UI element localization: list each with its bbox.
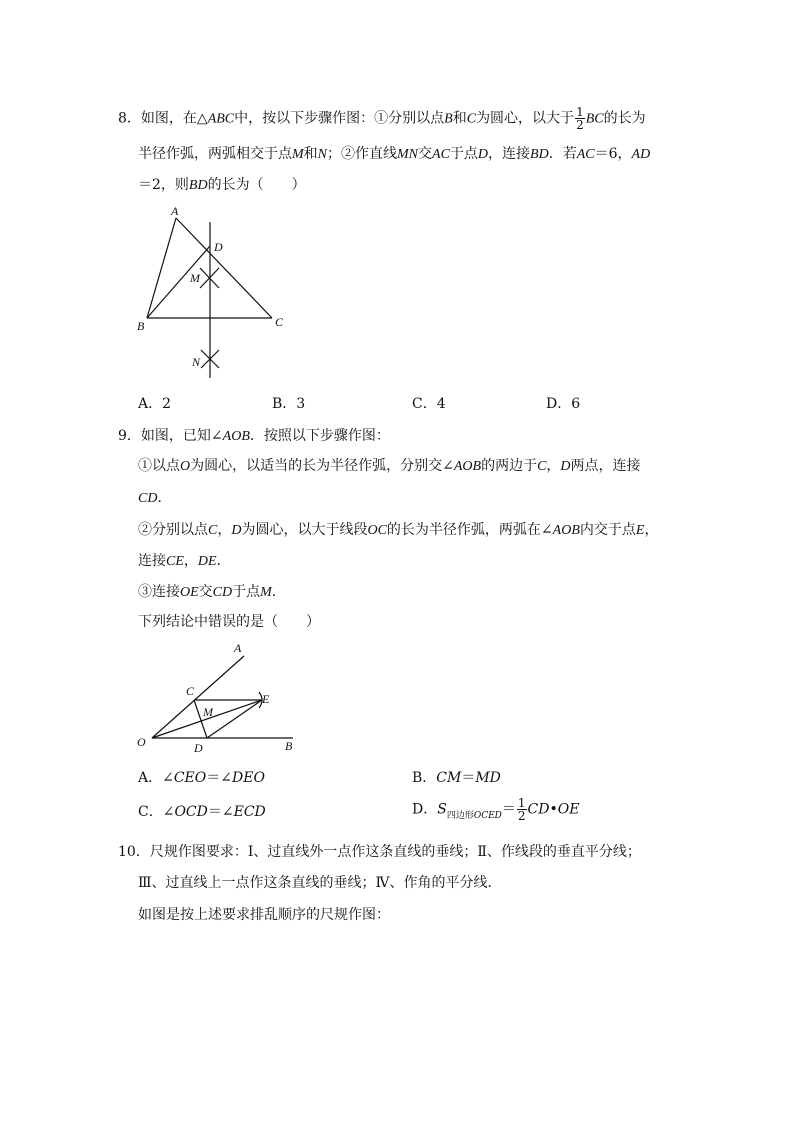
q10-line2: Ⅲ、过直线上一点作这条直线的垂线；Ⅳ、作角的平分线． — [138, 875, 502, 891]
fraction-half: $\frac{1}{2}$ — [576, 105, 584, 132]
q9-seg-CD — [194, 700, 207, 738]
q9-option-d[interactable]: D．$S_{四边形OCED}=$ $\frac{1}{2}$ CD•OE — [412, 796, 580, 823]
q9-ray-OA — [152, 656, 244, 738]
q8-label-B: B — [137, 319, 145, 333]
q10-line1: 10．尺规作图要求：Ⅰ、过直线外一点作这条直线的垂线；Ⅱ、作线段的垂直平分线； — [118, 844, 641, 860]
q8-label-N: N — [192, 355, 201, 369]
q8-line1: 8．如图，在△ABC中，按以下步骤作图：①分别以点B和C为圆心，以大于 $\frac{1}{2}$ BC的长为 — [118, 105, 646, 132]
q8-option-d[interactable]: D．6 — [546, 396, 581, 412]
q9-label-O: O — [137, 735, 146, 749]
q8-arc-M — [200, 268, 219, 288]
q8-option-a[interactable]: A．2 — [138, 396, 172, 412]
q9-arc-E — [259, 692, 262, 708]
q8-seg-AB — [147, 218, 176, 318]
q9-label-E: E — [262, 692, 270, 706]
fraction-half: $\frac{1}{2}$ — [517, 796, 526, 823]
q9-label-B: B — [285, 739, 293, 753]
q9-step1: ①以点O为圆心，以适当的长为半径作弧，分别交∠AOB的两边于C，D两点，连接 — [138, 458, 641, 474]
q8-label-M: M — [190, 271, 200, 285]
q9-option-c[interactable]: C．∠OCD＝∠ECD — [138, 804, 266, 820]
q9-step3: ③连接OE交CD于点M． — [138, 584, 286, 600]
q9-seg-OE — [152, 700, 262, 738]
q8-seg-AC — [176, 218, 272, 318]
q9-line1: 9．如图，已知∠AOB．按照以下步骤作图： — [118, 428, 390, 444]
q8-option-c[interactable]: C．4 — [412, 396, 446, 412]
q10-line3: 如图是按上述要求排乱顺序的尺规作图： — [138, 907, 390, 923]
q9-label-D: D — [194, 741, 203, 755]
q8-line2: 半径作弧，两弧相交于点M和N；②作直线MN交AC于点D，连接BD．若AC＝6，AD — [138, 146, 651, 162]
q8-number: 8． — [118, 110, 141, 127]
q8-label-C: C — [275, 315, 284, 329]
q9-step1-cont: CD． — [138, 490, 172, 506]
q9-label-C: C — [186, 684, 195, 698]
q10-number: 10． — [118, 844, 150, 860]
q9-label-A: A — [234, 641, 242, 655]
q8-label-A: A — [171, 204, 179, 218]
q9-seg-DE — [207, 700, 262, 738]
q9-label-M: M — [203, 705, 213, 719]
q9-step2-cont: 连接CE，DE． — [138, 553, 231, 569]
q9-step2: ②分别以点C，D为圆心，以大于线段OC的长为半径作弧，两弧在∠AOB内交于点E， — [138, 522, 659, 538]
q9-number: 9． — [118, 428, 141, 444]
q8-line3: ＝2，则BD的长为（ ） — [138, 177, 306, 193]
q9-option-a[interactable]: A．∠CEO＝∠DEO — [138, 770, 265, 786]
q9-option-b[interactable]: B．CM＝MD — [412, 770, 501, 786]
q8-label-D: D — [214, 240, 223, 254]
q8-option-b[interactable]: B．3 — [272, 396, 306, 412]
q9-prompt: 下列结论中错误的是（ ） — [138, 614, 320, 630]
q8-seg-BD — [147, 246, 210, 318]
q8-arc-N — [201, 350, 219, 368]
